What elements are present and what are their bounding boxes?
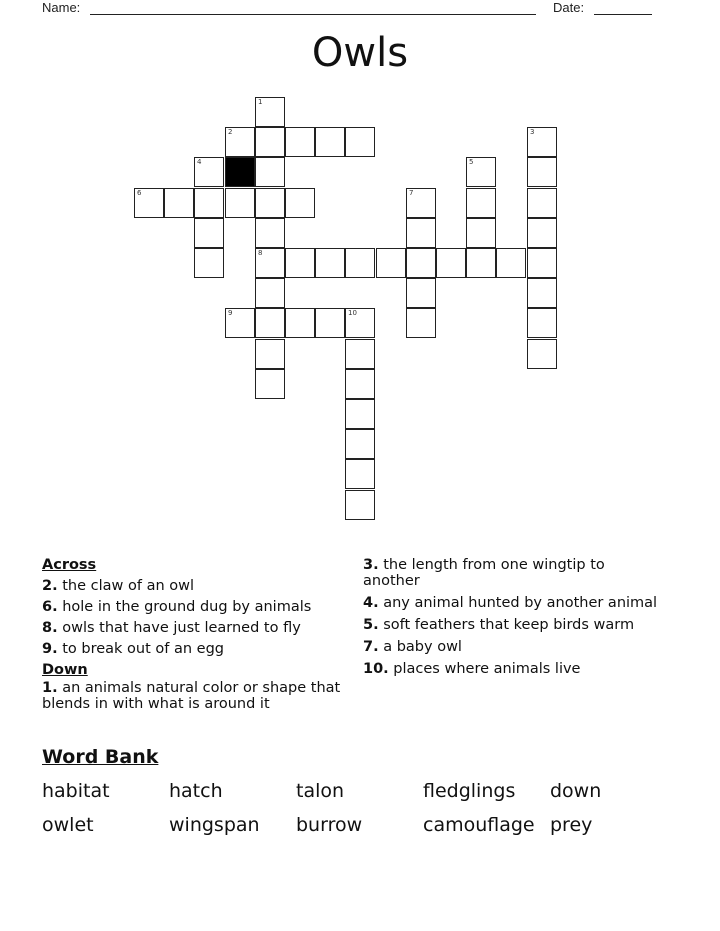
grid-cell[interactable] — [466, 157, 496, 187]
clue-number: 2. — [42, 578, 58, 594]
grid-cell[interactable] — [194, 218, 224, 248]
grid-cell[interactable] — [466, 248, 496, 278]
grid-cell[interactable] — [255, 157, 285, 187]
grid-cell[interactable] — [527, 248, 557, 278]
grid-cell[interactable] — [345, 127, 375, 157]
clue-number: 8. — [42, 620, 58, 636]
cell-number: 10 — [348, 309, 357, 317]
grid-cell[interactable] — [255, 188, 285, 218]
cell-number: 4 — [197, 158, 202, 166]
clue-number: 6. — [42, 599, 58, 615]
grid-cell[interactable] — [225, 308, 255, 338]
grid-cell[interactable] — [315, 248, 345, 278]
cell-number: 6 — [137, 189, 142, 197]
word-bank-word: talon — [296, 780, 345, 802]
clue-text: an animals natural color or shape that blends in with what is around it — [42, 680, 341, 712]
grid-cell[interactable] — [345, 490, 375, 520]
grid-cell[interactable] — [406, 188, 436, 218]
clue-text: soft feathers that keep birds warm — [378, 617, 635, 633]
grid-cell[interactable] — [345, 369, 375, 399]
grid-cell[interactable] — [285, 248, 315, 278]
clue-text: places where animals live — [388, 661, 581, 677]
name-line[interactable] — [90, 14, 536, 15]
grid-cell[interactable] — [225, 188, 255, 218]
grid-cell[interactable] — [345, 429, 375, 459]
word-bank-word: habitat — [42, 780, 110, 802]
grid-cell[interactable] — [436, 248, 466, 278]
cell-number: 1 — [258, 98, 263, 106]
clue-item — [363, 639, 663, 655]
grid-cell[interactable] — [466, 188, 496, 218]
date-line[interactable] — [594, 14, 652, 15]
grid-cell[interactable] — [496, 248, 526, 278]
grid-cell[interactable] — [527, 278, 557, 308]
grid-cell[interactable] — [376, 248, 406, 278]
clue-number: 9. — [42, 641, 58, 657]
clue-number: 3. — [363, 557, 379, 573]
clue-item — [42, 641, 352, 657]
word-bank-word: camouflage — [423, 814, 535, 836]
grid-cell[interactable] — [194, 188, 224, 218]
word-bank-word: burrow — [296, 814, 363, 836]
word-bank-word: wingspan — [169, 814, 260, 836]
grid-cell[interactable] — [285, 127, 315, 157]
cell-number: 3 — [530, 128, 535, 136]
cell-number: 7 — [409, 189, 414, 197]
clues-right-column — [363, 557, 663, 683]
word-bank-word: owlet — [42, 814, 94, 836]
grid-cell[interactable] — [345, 308, 375, 338]
grid-cell[interactable] — [255, 278, 285, 308]
clue-text: any animal hunted by another animal — [378, 595, 658, 611]
grid-cell[interactable] — [194, 157, 224, 187]
grid-cell[interactable] — [225, 127, 255, 157]
clue-number: 5. — [363, 617, 379, 633]
grid-cell[interactable] — [315, 127, 345, 157]
clue-item — [363, 595, 663, 611]
blocked-cell — [225, 157, 255, 187]
grid-cell[interactable] — [406, 218, 436, 248]
grid-cell[interactable] — [255, 248, 285, 278]
clue-text: owls that have just learned to fly — [57, 620, 301, 636]
grid-cell[interactable] — [345, 248, 375, 278]
grid-cell[interactable] — [194, 248, 224, 278]
clue-item — [363, 617, 663, 633]
across-clue-list — [42, 578, 352, 657]
cell-number: 2 — [228, 128, 233, 136]
clue-text: to break out of an egg — [57, 641, 224, 657]
clue-number: 1. — [42, 680, 58, 696]
grid-cell[interactable] — [255, 369, 285, 399]
grid-cell[interactable] — [134, 188, 164, 218]
cell-number: 5 — [469, 158, 474, 166]
word-bank-word: prey — [550, 814, 593, 836]
grid-cell[interactable] — [255, 127, 285, 157]
clues-left-column — [42, 557, 352, 717]
grid-cell[interactable] — [527, 339, 557, 369]
date-label: Date: — [553, 0, 585, 15]
cell-number: 9 — [228, 309, 233, 317]
clue-text: a baby owl — [378, 639, 462, 655]
grid-cell[interactable] — [285, 308, 315, 338]
grid-cell[interactable] — [406, 308, 436, 338]
clue-item — [42, 680, 352, 712]
grid-cell[interactable] — [527, 308, 557, 338]
grid-cell[interactable] — [527, 127, 557, 157]
clue-item — [42, 599, 352, 615]
word-bank-word: fledglings — [423, 780, 516, 802]
grid-cell[interactable] — [255, 218, 285, 248]
clue-text: the length from one wingtip to another — [363, 557, 605, 589]
down-clue-list — [42, 680, 352, 712]
clue-number: 4. — [363, 595, 379, 611]
cell-number: 8 — [258, 249, 263, 257]
grid-cell[interactable] — [345, 399, 375, 429]
clue-number: 7. — [363, 639, 379, 655]
grid-cell[interactable] — [345, 339, 375, 369]
grid-cell[interactable] — [255, 339, 285, 369]
clue-item — [42, 620, 352, 636]
clue-item — [363, 557, 663, 589]
clue-number: 10. — [363, 661, 389, 677]
grid-cell[interactable] — [255, 97, 285, 127]
grid-cell[interactable] — [466, 218, 496, 248]
down-heading: Down — [42, 662, 88, 678]
grid-cell[interactable] — [527, 188, 557, 218]
grid-cell[interactable] — [285, 188, 315, 218]
grid-cell[interactable] — [315, 308, 345, 338]
grid-cell[interactable] — [527, 157, 557, 187]
grid-cell[interactable] — [345, 459, 375, 489]
clue-text: hole in the ground dug by animals — [57, 599, 312, 615]
across-heading: Across — [42, 557, 97, 573]
page-title: Owls — [311, 30, 409, 76]
clue-text: the claw of an owl — [57, 578, 195, 594]
word-bank-title: Word Bank — [42, 746, 159, 768]
clue-item — [363, 661, 663, 677]
word-bank-word: down — [550, 780, 602, 802]
grid-cell[interactable] — [255, 308, 285, 338]
name-label: Name: — [42, 0, 81, 15]
grid-cell[interactable] — [527, 218, 557, 248]
down-clue-list-continued — [363, 557, 663, 677]
grid-cell[interactable] — [164, 188, 194, 218]
clue-item — [42, 578, 352, 594]
word-bank-word: hatch — [169, 780, 223, 802]
grid-cell[interactable] — [406, 248, 436, 278]
grid-cell[interactable] — [406, 278, 436, 308]
